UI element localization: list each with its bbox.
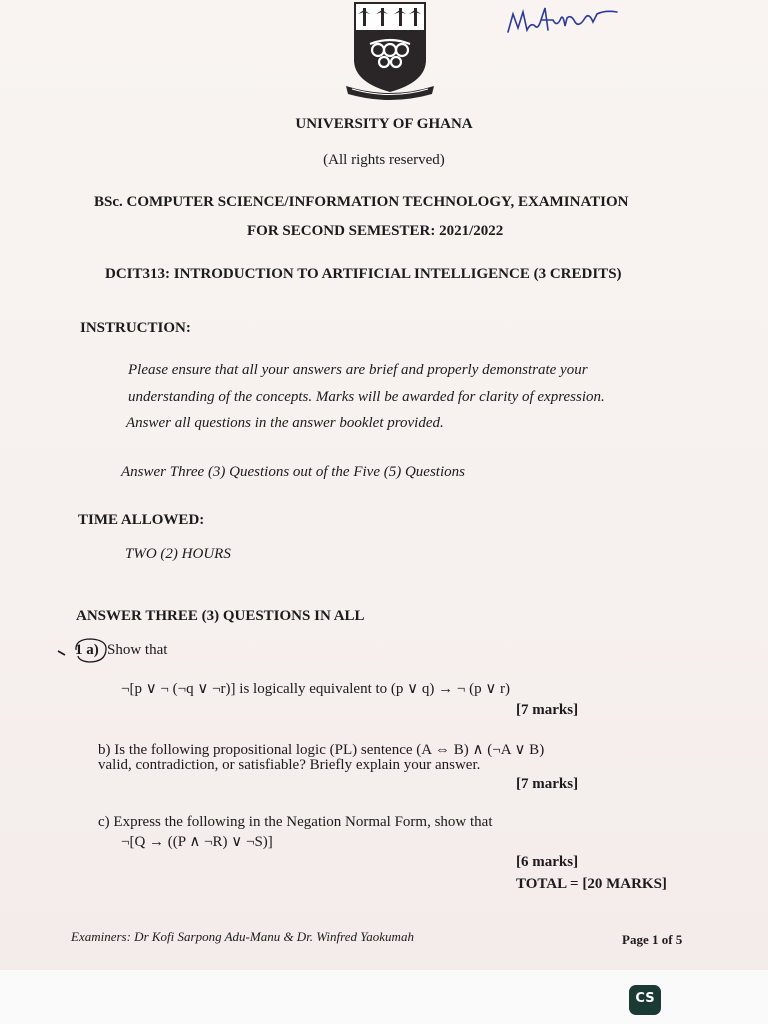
instruction-line-2: understanding of the concepts. Marks will be awarded for clarity of expression. xyxy=(128,389,605,405)
rights-notice: (All rights reserved) xyxy=(323,152,445,168)
badge-label: CS xyxy=(635,991,655,1006)
q1b-line2: valid, contradiction, or satisfiable? Briefly explain your answer. xyxy=(98,757,481,773)
instruction-line-1: Please ensure that all your answers are brief and properly demonstrate your xyxy=(128,362,588,378)
q1a-formula: ¬[p ∨ ¬ (¬q ∨ ¬r)] is logically equivalent to (p ∨ q) → ¬ (p ∨ r) xyxy=(121,681,511,697)
q1b-line1: b) Is the following propositional logic (PL) sentence (A ⇔ B) ∧ (¬A ∨ B) xyxy=(98,742,545,758)
total-marks: TOTAL = [20 MARKS] xyxy=(516,876,667,892)
pen-tick-mark xyxy=(57,650,67,656)
questions-heading: ANSWER THREE (3) QUESTIONS IN ALL xyxy=(76,608,365,624)
handwritten-signature xyxy=(505,2,625,38)
instruction-line-3: Answer all questions in the answer booklet provided. xyxy=(126,415,444,431)
page-number: Page 1 of 5 xyxy=(622,932,683,947)
instruction-heading: INSTRUCTION: xyxy=(80,320,191,336)
question-choice-note: Answer Three (3) Questions out of the Five (5) Questions xyxy=(121,464,465,480)
course-title: DCIT313: INTRODUCTION TO ARTIFICIAL INTELLIGENCE (3 CREDITS) xyxy=(105,266,622,282)
examiners-line: Examiners: Dr Kofi Sarpong Adu-Manu & Dr. Winfred Yaokumah xyxy=(71,929,414,944)
time-value: TWO (2) HOURS xyxy=(125,546,231,562)
q1c-marks: [6 marks] xyxy=(516,854,579,870)
exam-title-line2: FOR SECOND SEMESTER: 2021/2022 xyxy=(247,223,504,239)
university-crest-logo xyxy=(346,0,434,102)
university-name: UNIVERSITY OF GHANA xyxy=(295,116,473,132)
time-heading: TIME ALLOWED: xyxy=(78,512,205,528)
q1a-label: 1 a) xyxy=(75,642,99,658)
exam-title-line1: BSc. COMPUTER SCIENCE/INFORMATION TECHNOLOGY, EXAMINATION xyxy=(94,194,629,210)
q1a-marks: [7 marks] xyxy=(516,702,579,718)
q1a-text: Show that xyxy=(107,642,168,658)
q1c-line1: c) Express the following in the Negation Normal Form, show that xyxy=(98,814,493,830)
camscanner-badge-icon xyxy=(629,985,661,1015)
q1c-formula: ¬[Q → ((P ∧ ¬R) ∨ ¬S)] xyxy=(121,834,273,850)
q1b-marks: [7 marks] xyxy=(516,776,579,792)
